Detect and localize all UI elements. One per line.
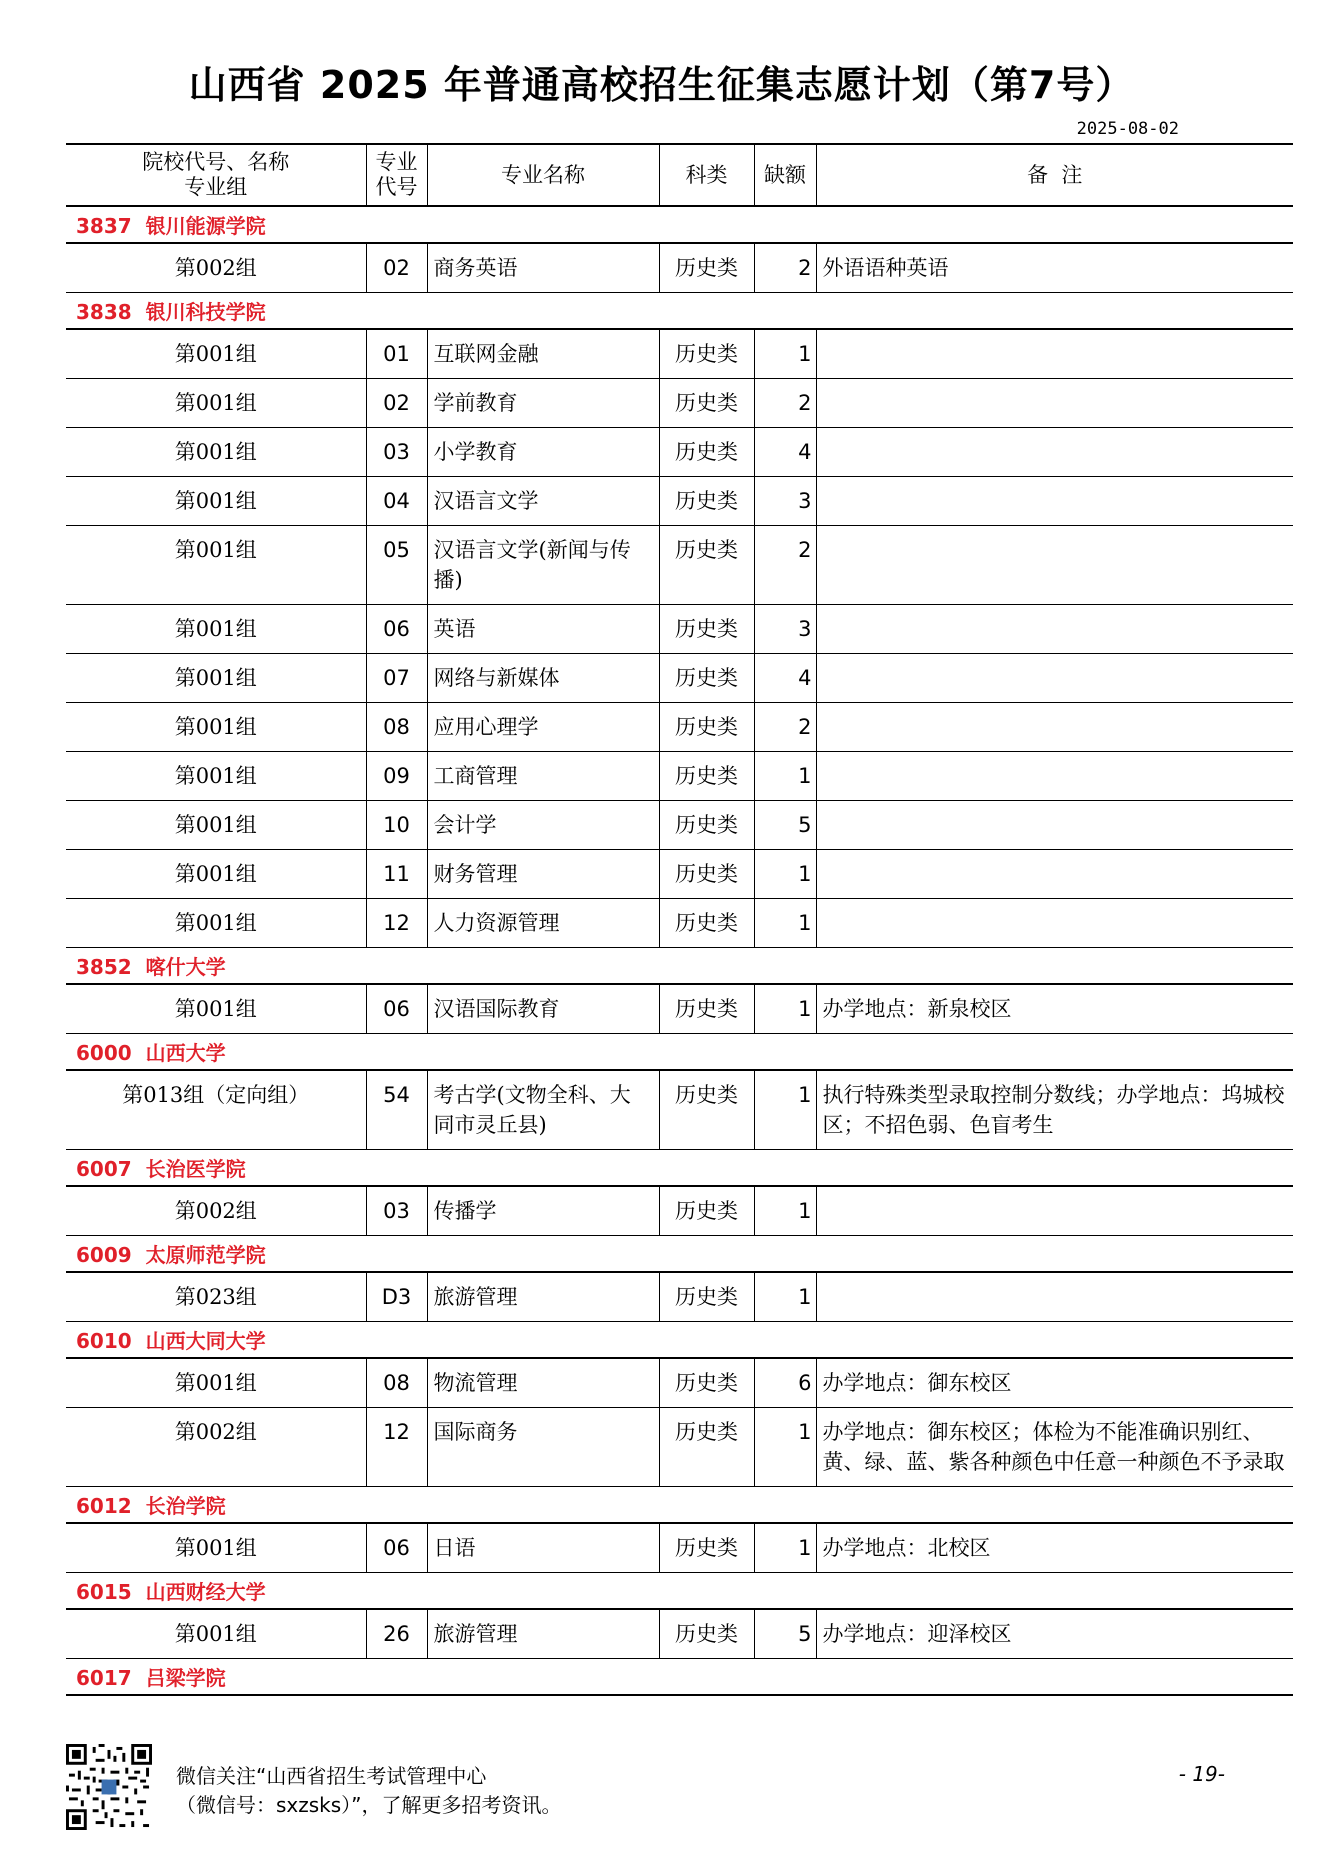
quota-cell: 1 xyxy=(754,752,816,801)
page-number: - 19- xyxy=(1178,1762,1225,1786)
table-row xyxy=(66,703,1293,752)
qr-code-icon xyxy=(66,1744,152,1830)
table-row xyxy=(66,654,1293,703)
major-code-cell: 06 xyxy=(366,605,427,654)
header-code-line2: 代号 xyxy=(375,175,418,199)
kind-cell: 历史类 xyxy=(659,329,754,379)
major-code-cell: 26 xyxy=(366,1609,427,1659)
header-code-line1: 专业 xyxy=(375,150,418,174)
kind-cell: 历史类 xyxy=(659,801,754,850)
group-cell: 第002组 xyxy=(66,1186,366,1236)
table-row xyxy=(66,329,1293,379)
publish-date: 2025-08-02 xyxy=(1076,119,1179,139)
note-cell xyxy=(816,850,1293,899)
major-code-cell: 08 xyxy=(366,703,427,752)
quota-cell: 5 xyxy=(754,801,816,850)
kind-cell: 历史类 xyxy=(659,243,754,293)
quota-cell: 2 xyxy=(754,243,816,293)
major-name-cell: 物流管理 xyxy=(427,1358,659,1408)
footer-line1: 微信关注“山西省招生考试管理中心 xyxy=(176,1764,487,1788)
major-code-cell: 06 xyxy=(366,984,427,1034)
note-cell: 办学地点：北校区 xyxy=(816,1523,1293,1573)
table-row xyxy=(66,1408,1293,1487)
quota-cell: 3 xyxy=(754,477,816,526)
school-row xyxy=(66,1150,1293,1187)
note-cell xyxy=(816,654,1293,703)
school-name: 6007 长治医学院 xyxy=(66,1150,1293,1187)
kind-cell: 历史类 xyxy=(659,526,754,605)
table-row xyxy=(66,752,1293,801)
major-name-cell: 旅游管理 xyxy=(427,1272,659,1322)
major-name-cell: 人力资源管理 xyxy=(427,899,659,948)
table-row xyxy=(66,428,1293,477)
table-row xyxy=(66,1272,1293,1322)
kind-cell: 历史类 xyxy=(659,703,754,752)
kind-cell: 历史类 xyxy=(659,1186,754,1236)
major-name-cell: 工商管理 xyxy=(427,752,659,801)
quota-cell: 6 xyxy=(754,1358,816,1408)
note-cell: 执行特殊类型录取控制分数线；办学地点：坞城校区；不招色弱、色盲考生 xyxy=(816,1070,1293,1150)
footer-line2: （微信号：sxzsks）”，了解更多招考资讯。 xyxy=(176,1793,562,1817)
major-name-cell: 汉语国际教育 xyxy=(427,984,659,1034)
major-code-cell: 03 xyxy=(366,1186,427,1236)
table-row xyxy=(66,1523,1293,1573)
note-cell xyxy=(816,428,1293,477)
major-code-cell: 54 xyxy=(366,1070,427,1150)
group-cell: 第013组（定向组） xyxy=(66,1070,366,1150)
school-row xyxy=(66,206,1293,243)
group-cell: 第001组 xyxy=(66,428,366,477)
kind-cell: 历史类 xyxy=(659,1523,754,1573)
quota-cell: 2 xyxy=(754,526,816,605)
table-row xyxy=(66,850,1293,899)
note-cell xyxy=(816,605,1293,654)
quota-cell: 1 xyxy=(754,1408,816,1487)
note-cell: 办学地点：御东校区 xyxy=(816,1358,1293,1408)
group-cell: 第001组 xyxy=(66,850,366,899)
quota-cell: 3 xyxy=(754,605,816,654)
table-row xyxy=(66,1358,1293,1408)
major-name-cell: 考古学(文物全科、大同市灵丘县) xyxy=(427,1070,659,1150)
school-row xyxy=(66,1487,1293,1524)
major-code-cell: D3 xyxy=(366,1272,427,1322)
major-name-cell: 国际商务 xyxy=(427,1408,659,1487)
header-group-line1: 院校代号、名称 xyxy=(142,150,290,174)
note-cell xyxy=(816,477,1293,526)
school-name: 6000 山西大学 xyxy=(66,1034,1293,1071)
major-code-cell: 05 xyxy=(366,526,427,605)
school-row xyxy=(66,1659,1293,1696)
group-cell: 第001组 xyxy=(66,605,366,654)
major-code-cell: 03 xyxy=(366,428,427,477)
major-code-cell: 01 xyxy=(366,329,427,379)
quota-cell: 1 xyxy=(754,329,816,379)
quota-cell: 1 xyxy=(754,850,816,899)
footer-text xyxy=(176,1762,562,1820)
quota-cell: 1 xyxy=(754,1186,816,1236)
note-cell xyxy=(816,1186,1293,1236)
quota-cell: 5 xyxy=(754,1609,816,1659)
kind-cell: 历史类 xyxy=(659,1358,754,1408)
major-name-cell: 互联网金融 xyxy=(427,329,659,379)
school-row xyxy=(66,1573,1293,1610)
major-name-cell: 网络与新媒体 xyxy=(427,654,659,703)
table-row xyxy=(66,379,1293,428)
major-name-cell: 商务英语 xyxy=(427,243,659,293)
kind-cell: 历史类 xyxy=(659,899,754,948)
note-cell: 办学地点：迎泽校区 xyxy=(816,1609,1293,1659)
school-row xyxy=(66,948,1293,985)
quota-cell: 1 xyxy=(754,1523,816,1573)
note-cell: 外语语种英语 xyxy=(816,243,1293,293)
table-row xyxy=(66,477,1293,526)
table-row xyxy=(66,801,1293,850)
note-cell: 办学地点：新泉校区 xyxy=(816,984,1293,1034)
school-name: 6015 山西财经大学 xyxy=(66,1573,1293,1610)
major-code-cell: 06 xyxy=(366,1523,427,1573)
major-name-cell: 应用心理学 xyxy=(427,703,659,752)
major-code-cell: 11 xyxy=(366,850,427,899)
school-name: 6012 长治学院 xyxy=(66,1487,1293,1524)
note-cell xyxy=(816,379,1293,428)
major-code-cell: 07 xyxy=(366,654,427,703)
major-name-cell: 英语 xyxy=(427,605,659,654)
major-name-cell: 日语 xyxy=(427,1523,659,1573)
quota-cell: 1 xyxy=(754,899,816,948)
quota-cell: 1 xyxy=(754,984,816,1034)
school-row xyxy=(66,1236,1293,1273)
group-cell: 第001组 xyxy=(66,899,366,948)
kind-cell: 历史类 xyxy=(659,1609,754,1659)
group-cell: 第001组 xyxy=(66,1358,366,1408)
quota-cell: 2 xyxy=(754,703,816,752)
major-name-cell: 会计学 xyxy=(427,801,659,850)
kind-cell: 历史类 xyxy=(659,605,754,654)
quota-cell: 1 xyxy=(754,1272,816,1322)
quota-cell: 1 xyxy=(754,1070,816,1150)
school-name: 6009 太原师范学院 xyxy=(66,1236,1293,1273)
table-row xyxy=(66,243,1293,293)
school-row xyxy=(66,1034,1293,1071)
quota-cell: 4 xyxy=(754,428,816,477)
table-row xyxy=(66,1609,1293,1659)
kind-cell: 历史类 xyxy=(659,428,754,477)
group-cell: 第001组 xyxy=(66,752,366,801)
kind-cell: 历史类 xyxy=(659,1272,754,1322)
table-row xyxy=(66,899,1293,948)
school-row xyxy=(66,1322,1293,1359)
kind-cell: 历史类 xyxy=(659,850,754,899)
major-code-cell: 10 xyxy=(366,801,427,850)
note-cell xyxy=(816,899,1293,948)
table-row xyxy=(66,1186,1293,1236)
table-body xyxy=(66,206,1293,1695)
table-row xyxy=(66,605,1293,654)
group-cell: 第001组 xyxy=(66,477,366,526)
school-name: 3838 银川科技学院 xyxy=(66,293,1293,330)
group-cell: 第001组 xyxy=(66,703,366,752)
major-name-cell: 小学教育 xyxy=(427,428,659,477)
school-name: 3852 喀什大学 xyxy=(66,948,1293,985)
group-cell: 第001组 xyxy=(66,801,366,850)
kind-cell: 历史类 xyxy=(659,1408,754,1487)
group-cell: 第001组 xyxy=(66,526,366,605)
table-row xyxy=(66,1070,1293,1150)
note-cell xyxy=(816,1272,1293,1322)
group-cell: 第023组 xyxy=(66,1272,366,1322)
header-group-line2: 专业组 xyxy=(184,175,248,199)
header-group xyxy=(66,144,366,206)
note-cell xyxy=(816,703,1293,752)
header-code xyxy=(366,144,427,206)
table-header-row xyxy=(66,144,1293,206)
group-cell: 第001组 xyxy=(66,1523,366,1573)
school-row xyxy=(66,293,1293,330)
major-code-cell: 04 xyxy=(366,477,427,526)
group-cell: 第002组 xyxy=(66,243,366,293)
major-name-cell: 汉语言文学(新闻与传播) xyxy=(427,526,659,605)
enrollment-plan-table xyxy=(66,143,1293,1696)
footer xyxy=(66,1744,1293,1834)
header-kind: 科类 xyxy=(659,144,754,206)
note-cell xyxy=(816,752,1293,801)
school-name: 6010 山西大同大学 xyxy=(66,1322,1293,1359)
group-cell: 第001组 xyxy=(66,1609,366,1659)
group-cell: 第001组 xyxy=(66,654,366,703)
major-code-cell: 02 xyxy=(366,243,427,293)
school-name: 6017 吕梁学院 xyxy=(66,1659,1293,1696)
major-code-cell: 08 xyxy=(366,1358,427,1408)
group-cell: 第002组 xyxy=(66,1408,366,1487)
major-code-cell: 02 xyxy=(366,379,427,428)
major-name-cell: 汉语言文学 xyxy=(427,477,659,526)
group-cell: 第001组 xyxy=(66,379,366,428)
kind-cell: 历史类 xyxy=(659,654,754,703)
quota-cell: 2 xyxy=(754,379,816,428)
group-cell: 第001组 xyxy=(66,329,366,379)
note-cell xyxy=(816,801,1293,850)
school-name: 3837 银川能源学院 xyxy=(66,206,1293,243)
major-name-cell: 学前教育 xyxy=(427,379,659,428)
major-code-cell: 12 xyxy=(366,899,427,948)
table-row xyxy=(66,526,1293,605)
header-note: 备 注 xyxy=(816,144,1293,206)
quota-cell: 4 xyxy=(754,654,816,703)
header-major-name: 专业名称 xyxy=(427,144,659,206)
major-name-cell: 财务管理 xyxy=(427,850,659,899)
kind-cell: 历史类 xyxy=(659,379,754,428)
header-quota: 缺额 xyxy=(754,144,816,206)
major-code-cell: 09 xyxy=(366,752,427,801)
major-code-cell: 12 xyxy=(366,1408,427,1487)
note-cell: 办学地点：御东校区；体检为不能准确识别红、黄、绿、蓝、紫各种颜色中任意一种颜色不予录取 xyxy=(816,1408,1293,1487)
major-name-cell: 旅游管理 xyxy=(427,1609,659,1659)
table-row xyxy=(66,984,1293,1034)
kind-cell: 历史类 xyxy=(659,1070,754,1150)
major-name-cell: 传播学 xyxy=(427,1186,659,1236)
group-cell: 第001组 xyxy=(66,984,366,1034)
page-title: 山西省 2025 年普通高校招生征集志愿计划（第7号） xyxy=(188,63,1135,107)
note-cell xyxy=(816,526,1293,605)
kind-cell: 历史类 xyxy=(659,477,754,526)
note-cell xyxy=(816,329,1293,379)
kind-cell: 历史类 xyxy=(659,752,754,801)
kind-cell: 历史类 xyxy=(659,984,754,1034)
